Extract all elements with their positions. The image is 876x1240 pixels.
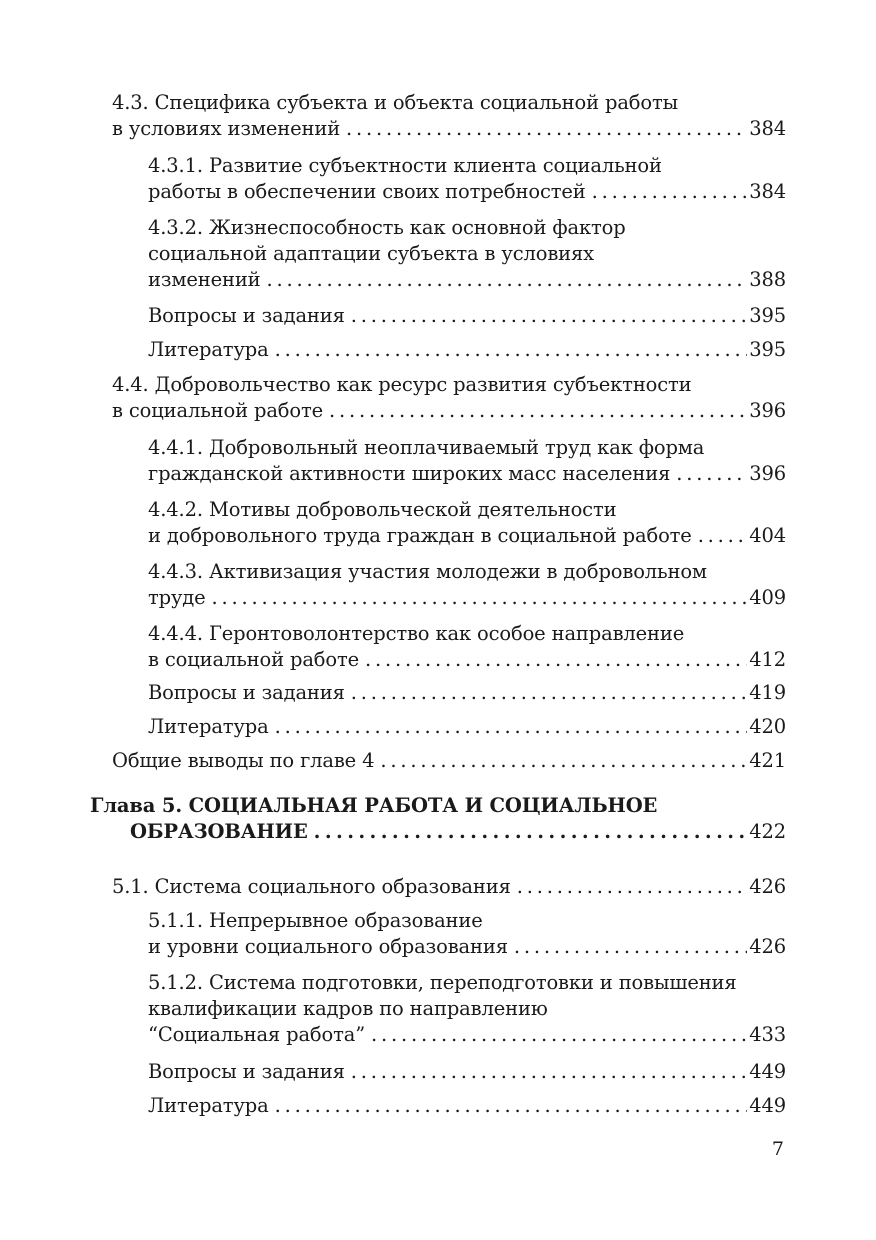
toc-entry-line: 4.3. Специфика субъекта и объекта социальной работы: [112, 91, 678, 114]
toc-subsection-entry: [148, 337, 786, 363]
toc-entry-last-line: [148, 303, 786, 329]
toc-entry-last-line: [148, 647, 786, 673]
toc-entry-title: в условиях изменений: [112, 117, 341, 140]
toc-entry-line: 4.4.2. Мотивы добровольческой деятельности: [148, 498, 617, 521]
toc-page-number: 419: [749, 681, 786, 704]
toc-entry-line: социальной адаптации субъекта в условиях: [148, 242, 595, 265]
toc-subsection-entry: [148, 1059, 786, 1085]
toc-entry-title: гражданской активности широких масс населения: [148, 462, 671, 485]
toc-page-number: 421: [749, 749, 786, 772]
toc-entry-last-line: [148, 267, 786, 293]
dot-leader: [275, 714, 748, 740]
toc-entry-line: Глава 5. СОЦИАЛЬНАЯ РАБОТА И СОЦИАЛЬНОЕ: [90, 794, 658, 817]
toc-entry-last-line: [112, 398, 786, 424]
toc-page-number: 396: [749, 399, 786, 422]
toc-entry-last-line: [148, 1093, 786, 1119]
toc-subsection-entry: [148, 153, 786, 205]
toc-entry-last-line: [148, 337, 786, 363]
toc-entry-title: Вопросы и задания: [148, 681, 345, 704]
dot-leader: [212, 585, 748, 611]
toc-section-entry: [112, 90, 786, 142]
dot-leader: [514, 934, 747, 960]
dot-leader: [275, 337, 748, 363]
toc-page-number: 396: [749, 462, 786, 485]
toc-subsection-entry: [148, 621, 786, 673]
page-number: 7: [771, 1138, 784, 1160]
toc-entry-last-line: [148, 585, 786, 611]
toc-entry-title: и уровни социального образования: [148, 935, 508, 958]
dot-leader: [329, 398, 747, 424]
toc-page-number: 404: [749, 524, 786, 547]
toc-subsection-entry: [148, 680, 786, 706]
toc-entry-line: 4.3.1. Развитие субъектности клиента социальной: [148, 154, 662, 177]
toc-entry-title: Вопросы и задания: [148, 1060, 345, 1083]
toc-page-number: 422: [749, 820, 786, 843]
toc-chapter-entry: [90, 793, 786, 845]
toc-entry-last-line: [148, 179, 786, 205]
toc-entry-line: 5.1.1. Непрерывное образование: [148, 909, 483, 932]
toc-entry-last-line: [148, 1022, 786, 1048]
toc-subsection-entry: [148, 559, 786, 611]
dot-leader: [351, 303, 747, 329]
dot-leader: [676, 461, 747, 487]
dot-leader: [698, 523, 748, 549]
dot-leader: [351, 1059, 747, 1085]
toc-page-number: 420: [749, 715, 786, 738]
toc-entry-last-line: [112, 116, 786, 142]
dot-leader: [267, 267, 748, 293]
dot-leader: [517, 874, 747, 900]
toc-entry-line: 4.4. Добровольчество как ресурс развития субъектности: [112, 373, 692, 396]
toc-entry-title: Литература: [148, 715, 269, 738]
toc-section-entry: [112, 372, 786, 424]
toc-entry-last-line: [148, 714, 786, 740]
toc-entry-last-line: [148, 461, 786, 487]
dot-leader: [346, 116, 747, 142]
toc-entry-title: в социальной работе: [148, 648, 360, 671]
toc-entry-title: Литература: [148, 1094, 269, 1117]
toc-entry-line: 5.1.2. Система подготовки, переподготовки и повышения: [148, 971, 737, 994]
toc-entry-title: “Социальная работа”: [148, 1023, 366, 1046]
toc-page-number: 395: [749, 304, 786, 327]
toc-section-entry: [112, 874, 786, 900]
toc-entry-title: и добровольного труда граждан в социальной работе: [148, 524, 692, 547]
toc-entry-line: квалификации кадров по направлению: [148, 997, 548, 1020]
dot-leader: [592, 179, 748, 205]
toc-entry-last-line: [148, 1059, 786, 1085]
toc-entry-last-line: [90, 819, 786, 845]
toc-page-number: 384: [749, 180, 786, 203]
toc-entry-title: Вопросы и задания: [148, 304, 345, 327]
toc-entry-last-line: [112, 748, 786, 774]
toc-entry-last-line: [148, 934, 786, 960]
toc-entry-title: работы в обеспечении своих потребностей: [148, 180, 586, 203]
toc-entry-title: 5.1. Система социального образования: [112, 875, 511, 898]
toc-page-number: 449: [749, 1060, 786, 1083]
dot-leader: [275, 1093, 748, 1119]
dot-leader: [380, 748, 747, 774]
toc-section-entry: [112, 748, 786, 774]
toc-page-number: 426: [749, 875, 786, 898]
toc-page-number: 395: [749, 338, 786, 361]
toc-entry-title: Литература: [148, 338, 269, 361]
toc-entry-line: 4.3.2. Жизнеспособность как основной фактор: [148, 216, 626, 239]
toc-subsection-entry: [148, 714, 786, 740]
toc-subsection-entry: [148, 303, 786, 329]
dot-leader: [351, 680, 747, 706]
toc-subsection-entry: [148, 435, 786, 487]
toc-page-number: 433: [749, 1023, 786, 1046]
toc-entry-line: 4.4.4. Геронтоволонтерство как особое направление: [148, 622, 685, 645]
toc-subsection-entry: [148, 497, 786, 549]
toc-entry-title: ОБРАЗОВАНИЕ: [130, 820, 308, 843]
toc-page-number: 449: [749, 1094, 786, 1117]
toc-page-number: 426: [749, 935, 786, 958]
toc-entry-title: Общие выводы по главе 4: [112, 749, 375, 772]
toc-entry-title: в социальной работе: [112, 399, 324, 422]
toc-subsection-entry: [148, 970, 786, 1048]
toc-entry-line: 4.4.3. Активизация участия молодежи в добровольном: [148, 560, 707, 583]
toc-entry-line: 4.4.1. Добровольный неоплачиваемый труд как форма: [148, 436, 705, 459]
toc-page-number: 412: [749, 648, 786, 671]
toc-subsection-entry: [148, 908, 786, 960]
dot-leader: [314, 819, 748, 845]
toc-entry-last-line: [112, 874, 786, 900]
dot-leader: [371, 1022, 747, 1048]
toc-page-number: 409: [749, 586, 786, 609]
toc-entry-title: изменений: [148, 268, 261, 291]
toc-page-number: 384: [749, 117, 786, 140]
dot-leader: [365, 647, 747, 673]
toc-entry-last-line: [148, 680, 786, 706]
toc-entry-title: труде: [148, 586, 206, 609]
toc-subsection-entry: [148, 1093, 786, 1119]
toc-page-number: 388: [749, 268, 786, 291]
toc-subsection-entry: [148, 215, 786, 293]
toc-entry-last-line: [148, 523, 786, 549]
